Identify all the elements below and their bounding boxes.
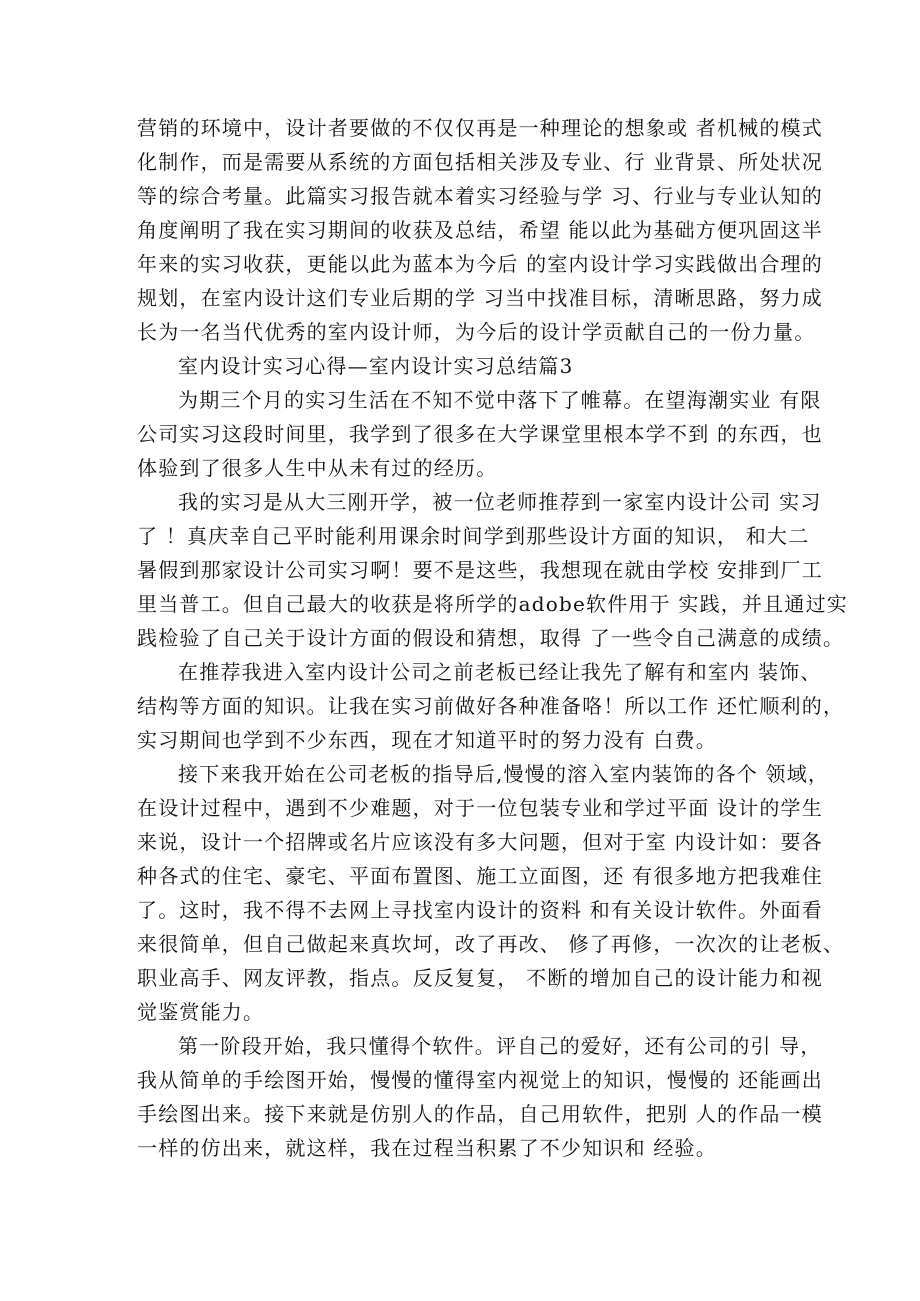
text-line: 里当普工。但自己最大的收获是将所学的adobe软件用于 实践，并且通过实 (137, 592, 848, 616)
text-line: 来说，设计一个招牌或名片应该没有多大问题，但对于室 内设计如：要各 (137, 830, 823, 854)
text-line: 实习期间也学到不少东西，现在才知道平时的努力没有 白费。 (137, 728, 717, 752)
text-line: 在设计过程中，遇到不少难题，对于一位包装专业和学过平面 设计的学生 (137, 796, 823, 820)
text-line: 第一阶段开始，我只懂得个软件。评自己的爱好，还有公司的引 导， (178, 1034, 822, 1058)
text-line: 践检验了自己关于设计方面的假设和猜想，取得 了一些令自己满意的成绩。 (137, 626, 845, 650)
text-line: 体验到了很多人生中从未有过的经历。 (137, 456, 498, 480)
text-line: 手绘图出来。接下来就是仿别人的作品，自己用软件，把别 人的作品一模 (137, 1102, 823, 1126)
text-line: 职业高手、网友评教，指点。反反复复， 不断的增加自己的设计能力和视 (137, 966, 823, 990)
text-line: 一样的仿出来，就这样，我在过程当积累了不少知识和 经验。 (137, 1136, 717, 1160)
text-line: 等的综合考量。此篇实习报告就本着实习经验与学 习、行业与专业认知的 (137, 184, 823, 208)
text-line: 公司实习这段时间里，我学到了很多在大学课堂里根本学不到 的东西，也 (137, 422, 823, 446)
text-line: 了。这时，我不得不去网上寻找室内设计的资料 和有关设计软件。外面看 (137, 898, 823, 922)
text-line: 规划，在室内设计这们专业后期的学 习当中找准目标，清晰思路，努力成 (137, 286, 823, 310)
text-line: 了 ！真庆幸自己平时能利用课余时间学到那些设计方面的知识， 和大二 (137, 524, 810, 548)
text-line: 我的实习是从大三刚开学，被一位老师推荐到一家室内设计公司 实习 (178, 490, 822, 514)
text-line: 角度阐明了我在实习期间的收获及总结，希望 能以此为基础方便巩固这半 (137, 218, 823, 242)
text-line: 长为一名当代优秀的室内设计师，为今后的设计学贡献自己的一份力量。 (137, 320, 816, 344)
text-line: 结构等方面的知识。让我在实习前做好各种准备咯！所以工作 还忙顺利的， (137, 694, 845, 718)
text-line: 营销的环境中，设计者要做的不仅仅再是一种理论的想象或 者机械的模式 (137, 116, 823, 140)
text-line: 暑假到那家设计公司实习啊！要不是这些，我想现在就由学校 安排到厂工 (137, 558, 823, 582)
text-line: 接下来我开始在公司老板的指导后,慢慢的溶入室内装饰的各个 领域， (178, 762, 830, 786)
text-line: 在推荐我进入室内设计公司之前老板已经让我先了解有和室内 装饰、 (178, 660, 822, 684)
text-line: 我从简单的手绘图开始，慢慢的懂得室内视觉上的知识，慢慢的 还能画出 (137, 1068, 823, 1092)
text-line: 化制作，而是需要从系统的方面包括相关涉及专业、行 业背景、所处状况 (137, 150, 823, 174)
text-line: 觉鉴赏能力。 (137, 1000, 265, 1024)
text-line: 种各式的住宅、豪宅、平面布置图、施工立面图，还 有很多地方把我难住 (137, 864, 823, 888)
section-heading: 室内设计实习心得—室内设计实习总结篇3 (178, 354, 574, 378)
text-line: 来很简单，但自己做起来真坎坷，改了再改、 修了再修，一次次的让老板、 (137, 932, 845, 956)
text-line: 年来的实习收获，更能以此为蓝本为今后 的室内设计学习实践做出合理的 (137, 252, 823, 276)
text-line: 为期三个月的实习生活在不知不觉中落下了帷幕。在望海潮实业 有限 (178, 388, 822, 412)
